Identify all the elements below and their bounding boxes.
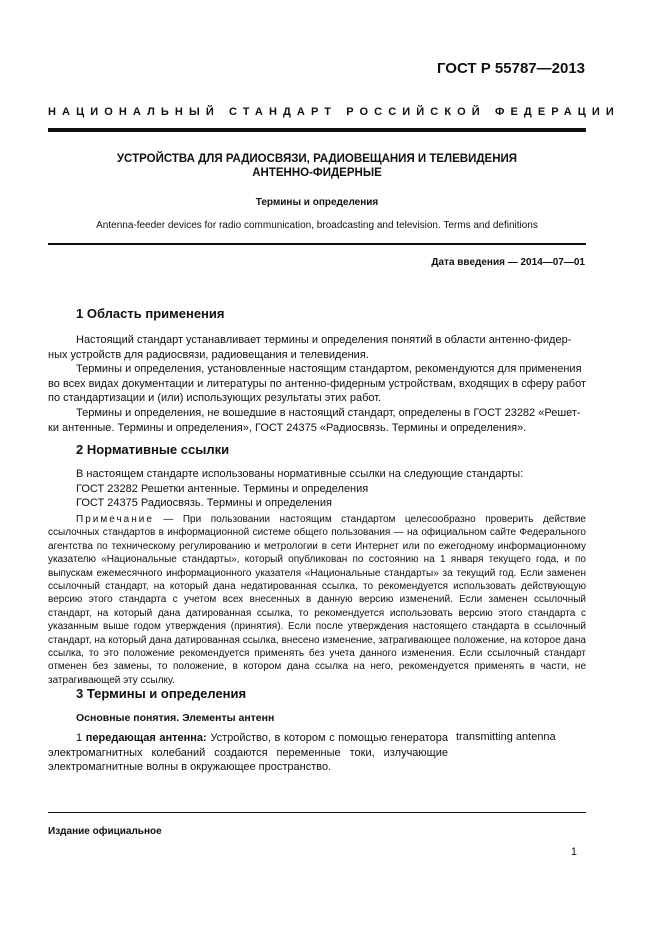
s2-intro: В настоящем стандарте использованы нормативные ссылки на следующие стандарты: [76,468,524,480]
s1-p1-first: Настоящий стандарт устанавливает термины и определения понятий в области антенно-фидер- [76,334,572,346]
term-number: 1 [76,732,83,744]
term-1 [48,731,448,775]
s1-p2-first: Термины и определения, установленные настоящим стандартом, рекомендуются для применения [76,363,582,376]
s1-p2-rest: во всех видах документации и литературы по антенно-фидерным устройствам, входящих в сферу работ по стандартизации и (или) использующих результаты этих работ. [48,377,586,405]
note-label: Примечание [76,514,154,525]
title-line-1: УСТРОЙСТВА ДЛЯ РАДИОСВЯЗИ, РАДИОВЕЩАНИЯ И ТЕЛЕВИДЕНИЯ [116,153,518,165]
s1-p3-first: Термины и определения, не вошедшие в настоящий стандарт, определены в ГОСТ 23282 «Решет- [76,406,581,419]
title-line-2: АНТЕННО-ФИДЕРНЫЕ [252,167,382,179]
page-number: 1 [570,846,577,858]
section-2-heading: 2 Нормативные ссылки [76,442,230,457]
edition-label: Издание официальное [48,826,162,837]
section-1-heading: 1 Область применения [76,306,225,321]
section-3-subheading: Основные понятия. Элементы антенн [76,712,275,724]
document-code: ГОСТ Р 55787—2013 [436,60,585,77]
term-english: transmitting antenna [456,731,556,743]
subtitle: Термины и определения [255,197,379,208]
section-3-heading: 3 Термины и определения [76,686,247,701]
term-name: передающая антенна: [85,732,207,744]
term-definition: Устройство, в котором с помощью генератора электромагнитных колебаний создаются переменные токи, излучающие электромагнитные волны в окружающее пространство. [48,732,449,774]
title-rule [48,243,586,245]
header-rule [48,128,586,132]
s1-p3-rest: ки антенные. Термины и определения», ГОСТ 24375 «Радиосвязь. Термины и определения». [48,421,527,434]
s1-p1-rest: ных устройств для радиосвязи, радиовещания и телевидения. [48,348,369,361]
section-2-body [76,467,586,511]
introduction-date: Дата введения — 2014—07—01 [431,257,585,268]
section-1-body [48,333,586,435]
note-text: — При пользовании настоящим стандартом целесообразно проверить действие ссылочных стандартов в информационной системе общего пользования — на официальном сайте Федерального агентства по техническому регулированию и метрологии в сети Интернет или по ежегодному информационному указателю «Национальные стандарты», который опубликован по состоянию на 1 января текущего года, и по выпускам ежемесячного информационного указателя «Национальные стандарты» за текущий год. Если заменен ссылочный стандарт, на который дана недатированная ссылка, то рекомендуется использовать действующую версию этого стандарта с учетом всех внесенных в данную версию изменений. Если заменен ссылочный стандарт, на который дана датированная ссылка, то рекомендуется использовать версию этого стандарта с указанным выше годом утверждения (принятия). Если после утверждения настоящего стандарта в ссылочный стандарт, на который дана датированная ссылка, внесено изменение, затрагивающее положение, на которое дана ссылка, то это положение рекомендуется применять без учета данного изменения. Если ссылочный стандарт отменен без замены, то положение, в котором дана ссылка на него, рекомендуется применять в части, не затрагивающей эту ссылку. [48,514,586,686]
s2-note [48,513,586,687]
english-title: Antenna-feeder devices for radio communication, broadcasting and television. Terms and definitions [96,220,538,231]
national-standard-heading: НАЦИОНАЛЬНЫЙ СТАНДАРТ РОССИЙСКОЙ ФЕДЕРАЦИИ [48,106,620,118]
footer-rule [48,812,586,813]
s2-ref-2: ГОСТ 24375 Радиосвязь. Термины и определения [76,497,332,510]
s2-ref-1: ГОСТ 23282 Решетки антенные. Термины и определения [76,482,369,495]
